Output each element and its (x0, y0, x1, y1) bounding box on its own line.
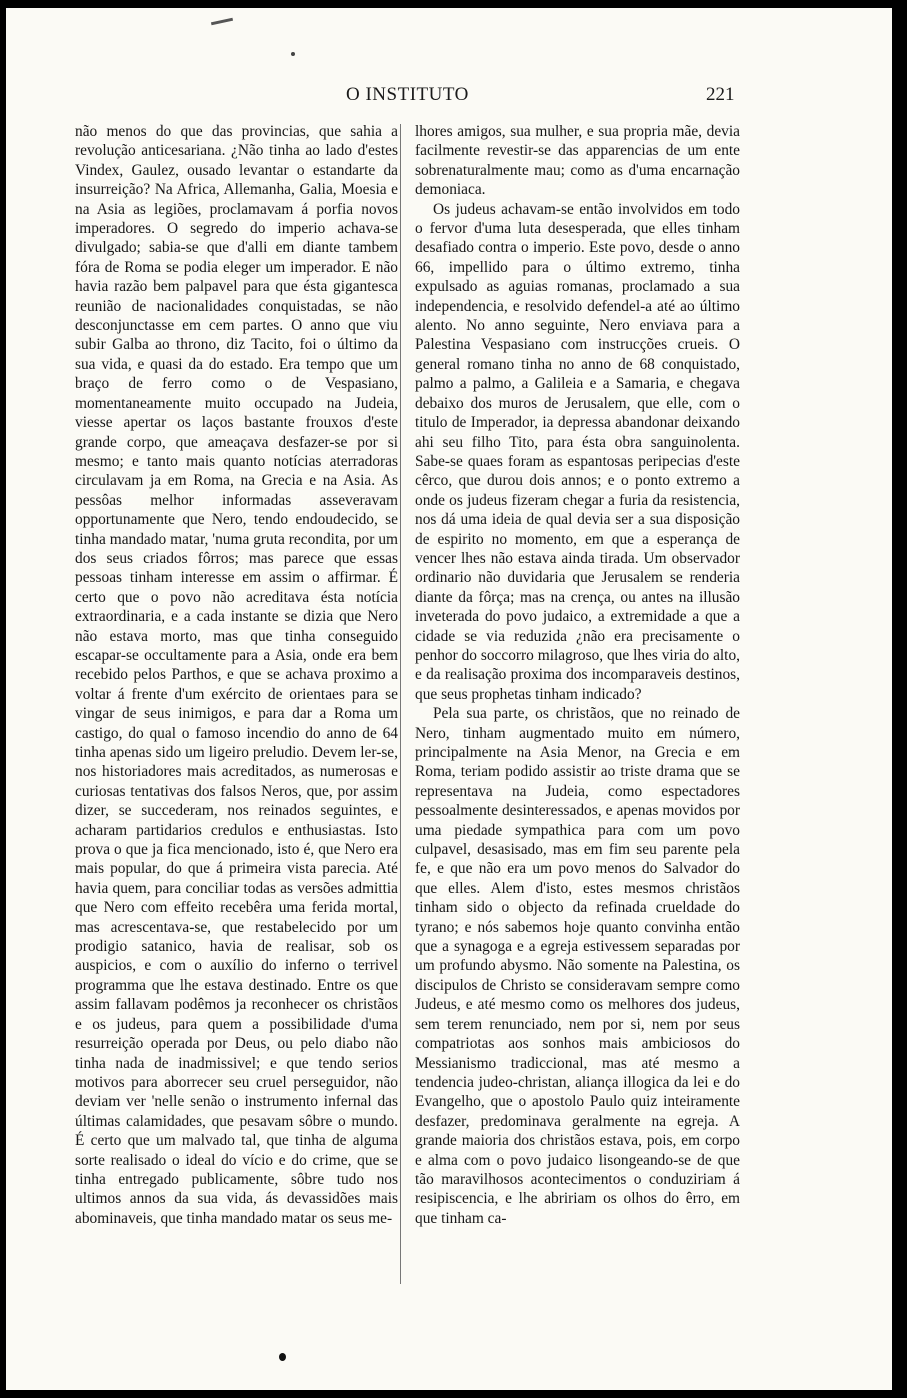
right-column (415, 122, 740, 1282)
page-number: 221 (706, 84, 735, 105)
running-head: O INSTITUTO (346, 84, 469, 105)
book-page (6, 8, 892, 1390)
paragraph: lhores amigos, sua mulher, e sua propria mãe, devia facilmente revestir-se das apparencias de um ente sobrenaturalmente mau; como as d'uma encarnação demoniaca. (415, 123, 740, 199)
column-divider (400, 124, 401, 1284)
left-column (75, 122, 398, 1282)
ink-dot (291, 52, 295, 56)
ink-dot-bottom (279, 1353, 286, 1361)
paragraph: Pela sua parte, os christãos, que no reinado de Nero, tinham augmentado muito em número, principalmente na Asia Menor, na Grecia e em Roma, teriam podido assistir ao triste drama que se representava na Judeia, como espectadores pessoalmente desinteressados, e apenas movidos por uma piedade sympathica para com um povo culpavel, desasisado, mas em fim seu parente pela fe, e que não era um povo menos do Salvador do que elles. Alem d'isto, estes mesmos christãos tinham sido o objecto da refinada crueldade do tyrano; e nós sabemos hoje quanto convinha então que a synagoga e a egreja estivessem separadas por um profundo abysmo. Não somente na Palestina, os discipulos de Christo se consideravam sempre como Judeus, e até mesmo como os melhores dos judeus, sem terem renunciado, nem por si, nem por seus compatriotas aos sonhos mais ambiciosos do Messianismo tradiccional, mas até mesmo a tendencia judeo-christan, aliança illogica da lei e do Evangelho, que o apostolo Paulo quiz inteiramente desfazer, predominava geralmente na egreja. A grande maioria dos christãos estava, pois, em corpo e alma com o povo judaico lisongeando-se de que tão maravilhosos acontecimentos o conduziriam á resipiscencia, e lhe abririam os olhos do êrro, em que tinham ca- (415, 705, 740, 1227)
paragraph: não menos do que das provincias, que sahia a revolução anticesariana. ¿Não tinha ao lado d'estes Vindex, Gaulez, ousado levantar o estandarte da insurreição? Na Africa, Allemanha, Galia, Moesia e na Asia as legiões, proclamavam á porfia novos imperadores. O segredo do imperio achava-se divulgado; sabia-se que d'alli em diante tambem fóra de Roma se podia eleger um imperador. E não havia razão bem palpavel para que ésta gigantesca reunião de nacionalidades conquistadas, se não desconjunctasse em cem partes. O anno que viu subir Galba ao throno, diz Tacito, foi o último da sua vida, e quasi da do estado. Era tempo que um braço de ferro como o de Vespasiano, momentaneamente muito occupado na Judeia, viesse apertar os laços bastante frouxos d'este grande corpo, que ameaçava desfazer-se por si mesmo; e tanto mais quanto notícias aterradoras circulavam ja em Roma, na Grecia e na Asia. As pessôas melhor informadas asseveravam opportunamente que Nero, tendo endoudecido, se tinha mandado matar, 'numa gruta recondita, por um dos seus criados fôrros; mas parece que essas pessoas tinham interesse em assim o affirmar. É certo que o povo não acreditava ésta notícia extraordinaria, e a cada instante se dizia que Nero não estava morto, mas que tinha conseguido escapar-se occultamente para a Asia, onde era bem recebido pelos Parthos, e que se achava proximo a voltar á frente d'um exército de orientaes para se vingar de seus inimigos, e para dar a Roma um castigo, do qual o famoso incendio do anno de 64 tinha apenas sido um ligeiro preludio. Devem ler-se, nos historiadores mais acreditados, as numerosas e curiosas tentativas dos falsos Neros, que, por assim dizer, se succederam, nos reinados seguintes, e acharam partidarios credulos e enthusiastas. Isto prova o que ja fica mencionado, isto é, que Nero era mais popular, do que á primeira vista parecia. Até havia quem, para conciliar todas as versões admittia que Nero com effeito recebêra uma ferida mortal, mas acrescentava-se, que restabelecido por um prodigio satanico, havia de realisar, sob os auspicios, e com o auxílio do inferno o terrivel programma que lhe estava destinado. Entre os que assim fallavam podêmos ja reconhecer os christãos e os judeus, para quem a possibilidade d'uma resurreição operada por Deus, ou pelo diabo não tinha nada de inadmissivel; e que tendo serios motivos para aborrecer seu cruel perseguidor, não deviam ver 'nelle senão o instrumento infernal das últimas calamidades, que pesavam sôbre o mundo. É certo que um malvado tal, que tinha de alguma sorte realisado o ideal do vício e do crime, que se tinha entregado publicamente, sôbre tudo nos ultimos annos da sua vida, ás devassidões mais abominaveis, que tinha mandado matar os seus me- (75, 123, 398, 1227)
ink-mark (211, 18, 233, 26)
paragraph: Os judeus achavam-se então involvidos em todo o fervor d'uma luta desesperada, que elles tinham desafiado contra o imperio. Este povo, desde o anno 66, impellido para o último extremo, tinha expulsado as aguias romanas, proclamado a sua independencia, e resolvido defendel-a até ao último alento. No anno seguinte, Nero enviava para a Palestina Vespasiano com instrucções crueis. O general romano tinha no anno de 68 conquistado, palmo a palmo, a Galileia e a Samaria, e chegava debaixo dos muros de Jerusalem, que elle, com o titulo de Imperador, ia depressa abandonar deixando ahi seu filho Tito, para ésta obra sanguinolenta. Sabe-se quaes foram as espantosas peripecias d'este cêrco, que durou dois annos; e o ponto extremo a onde os judeus fizeram chegar a furia da resistencia, nos dá uma ideia de qual devia ser a sua disposição de espirito no momento, em que a esperança de vencer lhes não estava ainda tirada. Um observador ordinario não duvidaria que Jerusalem se renderia diante da fôrça; mas na crença, ou antes na illusão inveterada do povo judaico, a extremidade a que a cidade se via reduzida ¿não era precisamente o penhor do soccorro milagroso, que lhes viria do alto, e da realisação proxima dos incomparaveis destinos, que seus prophetas tinham indicado? (415, 200, 740, 703)
scan-corner-top-right (893, 0, 907, 12)
page-header (6, 84, 892, 108)
